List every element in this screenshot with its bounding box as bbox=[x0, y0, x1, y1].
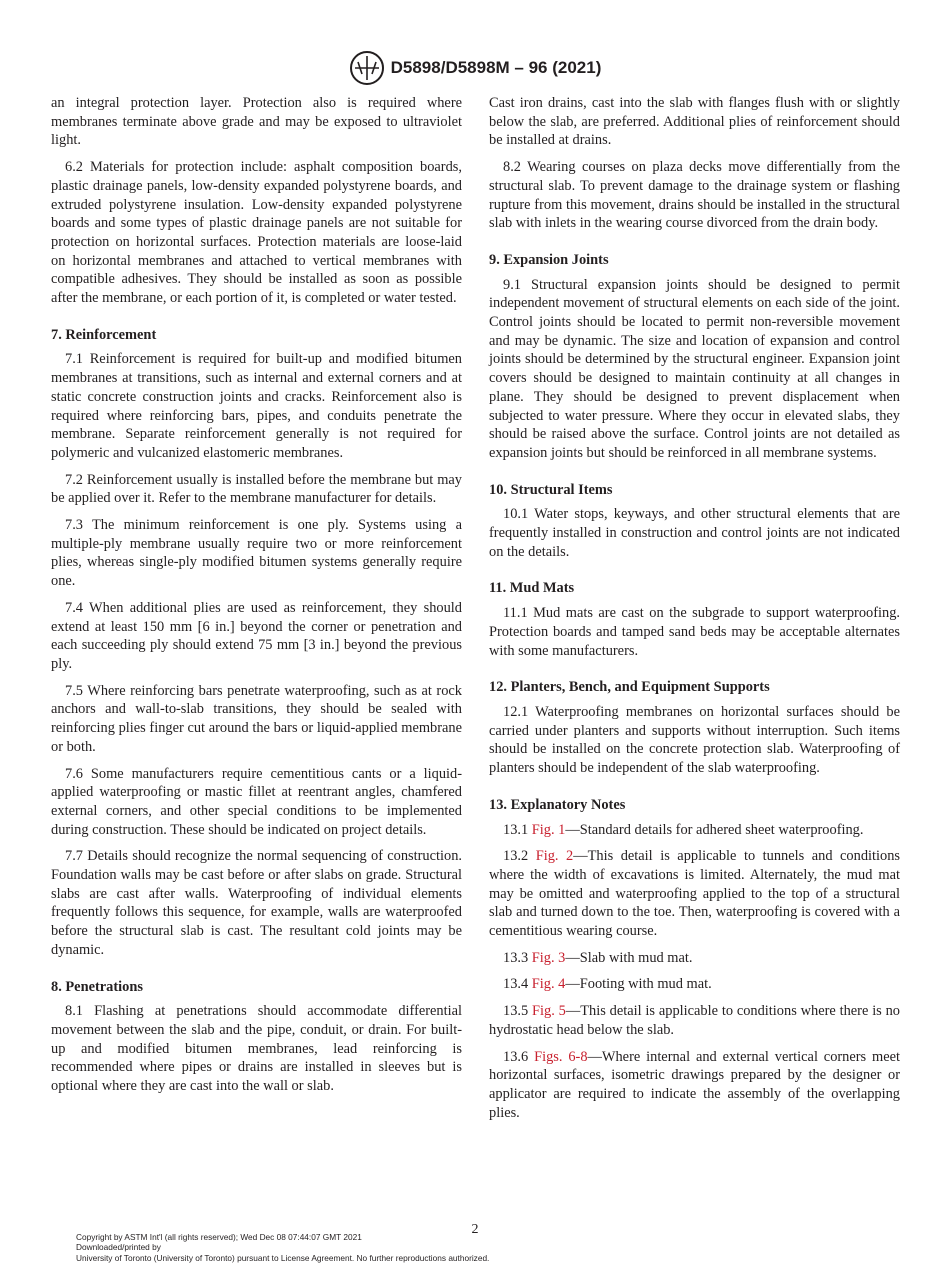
paragraph: 7.1 Reinforcement is required for built-up and modified bitumen membranes at transitions, such as internal and external corners and at static concrete construction joints and cracks. Reinforcement also is required where reinforcing bars, pipes, and conduits penetrate the membrane. Separate reinforcement generally is not required for polymeric and vulcanized elastomeric membranes. bbox=[51, 351, 462, 461]
figure-link-1[interactable]: Fig. 1 bbox=[531, 821, 566, 838]
explanatory-note: 13.2 Fig. 2—This detail is applicable to tunnels and conditions where the width of excavations is limited. Alternately, the mud mat may be omitted and waterproofing applied to the top of a structural slab and turned down to the toe. Then, waterproofing is covered with a cementitious wearing course. bbox=[489, 848, 900, 940]
footer-line: Downloaded/printed by bbox=[76, 1242, 161, 1253]
paragraph: Cast iron drains, cast into the slab with flanges flush with or slightly below the slab, are preferred. Additional plies of reinforcement should be installed at drains. bbox=[489, 95, 900, 149]
paragraph: 6.2 Materials for protection include: asphalt composition boards, plastic drainage panels, low-density expanded polystyrene boards, and extruded polystyrene insulation. Low-density expanded polystyrene boards and some types of plastic drainage panels are not suitable for protection on horizontal surfaces. Protection materials are loose-laid on horizontal membranes and attached to vertical membranes with compatible adhesives. They should be installed as soon as possible after the membrane, or each portion of it, is completed or water tested. bbox=[51, 159, 462, 307]
section-heading: 13. Explanatory Notes bbox=[489, 796, 626, 813]
explanatory-note: 13.5 Fig. 5—This detail is applicable to conditions where there is no hydrostatic head below the slab. bbox=[489, 1003, 901, 1038]
left-column bbox=[51, 94, 462, 1104]
paragraph: 7.7 Details should recognize the normal sequencing of construction. Foundation walls may be cast before or after slabs on grade. Structural slabs are cast after walls. Waterproofing of individual elements frequently follows this sequence, for example, walls are waterproofed before the structural slab is cast. The resultant cold joints may be dynamic. bbox=[51, 848, 462, 958]
paragraph: 10.1 Water stops, keyways, and other structural elements that are frequently installed in construction and control joints are not indicated on the details. bbox=[489, 506, 900, 560]
paragraph: an integral protection layer. Protection also is required where membranes terminate above grade and may be exposed to ultraviolet light. bbox=[51, 95, 462, 149]
paragraph: 8.1 Flashing at penetrations should accommodate differential movement between the slab and the pipe, conduit, or drain. For built-up and modified bitumen membranes, lead reinforcing is recommended where pipes or drains are installed in sleeves but is optional where they are cast into the wall or slab. bbox=[51, 1003, 462, 1095]
explanatory-note: 13.6 Figs. 6-8—Where internal and external vertical corners meet horizontal surfaces, isometric drawings prepared by the designer or applicator are required to indicate the assembly of the overlapping plies. bbox=[489, 1048, 900, 1121]
page-header bbox=[0, 50, 950, 86]
paragraph: 12.1 Waterproofing membranes on horizontal surfaces should be carried under planters and supports without interruption. Such items should be installed on the concrete protection slab. Waterproofing of planters should be independent of the slab waterproofing. bbox=[489, 703, 900, 777]
paragraph: 7.5 Where reinforcing bars penetrate waterproofing, such as at rock anchors and wall-to-slab transitions, they should be sealed with reinforcing plies finger cut around the bars or liquid-applied membrane or both. bbox=[51, 682, 462, 755]
page-number: 2 bbox=[471, 1222, 479, 1237]
section-heading: 11. Mud Mats bbox=[489, 580, 575, 597]
section-heading: 10. Structural Items bbox=[489, 481, 613, 498]
paragraph: 7.3 The minimum reinforcement is one ply. Systems using a multiple-ply membrane usually require two or more reinforcement plies, whereas single-ply modified bitumen systems generally require one. bbox=[51, 517, 462, 590]
footer-line: Copyright by ASTM Int'l (all rights reserved); Wed Dec 08 07:44:07 GMT 2021 bbox=[76, 1232, 362, 1242]
paragraph: 8.2 Wearing courses on plaza decks move differentially from the structural slab. To prevent damage to the drainage system or flashing rupture from this movement, drains should be installed in the structural slab with inlets in the wearing course divorced from the drain body. bbox=[489, 159, 900, 232]
explanatory-note: 13.3 Fig. 3—Slab with mud mat. bbox=[503, 949, 693, 966]
explanatory-note: 13.1 Fig. 1—Standard details for adhered sheet waterproofing. bbox=[503, 821, 864, 838]
paragraph: 9.1 Structural expansion joints should be designed to permit independent movement of structural elements on each side of the joint. Control joints should be located to permit non-reversible movement and may be dynamic. The size and location of expansion and control joints should be determined by the structural engineer. Expansion joint covers should be designed to maintain continuity at all changes in plane. They should be designed to prevent displacement when subjected to water pressure. Where they occur in elevated slabs, they should be raised above the surface. Control joints are not detailed as expansion joints but should be reinforced in all membrane systems. bbox=[489, 276, 900, 461]
paragraph: 7.2 Reinforcement usually is installed before the membrane but may be applied over it. Refer to the membrane manufacturer for details. bbox=[51, 471, 462, 507]
footer-line: University of Toronto (University of Toronto) pursuant to License Agreement. No further reproductions authorized. bbox=[76, 1252, 490, 1263]
figure-link-2[interactable]: Fig. 2 bbox=[535, 848, 574, 865]
figure-link-5[interactable]: Fig. 5 bbox=[532, 1003, 566, 1020]
figure-link-3[interactable]: Fig. 3 bbox=[531, 949, 566, 966]
document-designation: D5898/D5898M – 96 (2021) bbox=[390, 58, 602, 77]
figure-link-4[interactable]: Fig. 4 bbox=[531, 976, 566, 993]
paragraph: 11.1 Mud mats are cast on the subgrade to support waterproofing. Protection boards and tamped sand beds may be acceptable alternates with some manufacturers. bbox=[489, 605, 900, 659]
section-heading: 9. Expansion Joints bbox=[489, 251, 609, 268]
astm-logo-icon bbox=[349, 50, 385, 86]
section-heading: 8. Penetrations bbox=[51, 978, 143, 995]
paragraph: 7.6 Some manufacturers require cementitious cants or a liquid-applied waterproofing or mastic fillet at reentrant angles, chamfered external corners, and other special conditions to be implemented during construction. These should be indicated on project details. bbox=[51, 765, 462, 838]
right-column bbox=[489, 94, 900, 1130]
figure-link-6-8[interactable]: Figs. 6-8 bbox=[534, 1048, 588, 1065]
explanatory-note: 13.4 Fig. 4—Footing with mud mat. bbox=[503, 976, 712, 993]
copyright-footer bbox=[76, 1232, 489, 1263]
paragraph: 7.4 When additional plies are used as reinforcement, they should extend at least 150 mm [6 in.] beyond the corner or penetration and each succeeding ply should extend 75 mm [3 in.] beyond the previous ply. bbox=[51, 599, 462, 672]
section-heading: 7. Reinforcement bbox=[51, 326, 157, 343]
section-heading: 12. Planters, Bench, and Equipment Supports bbox=[489, 679, 770, 696]
